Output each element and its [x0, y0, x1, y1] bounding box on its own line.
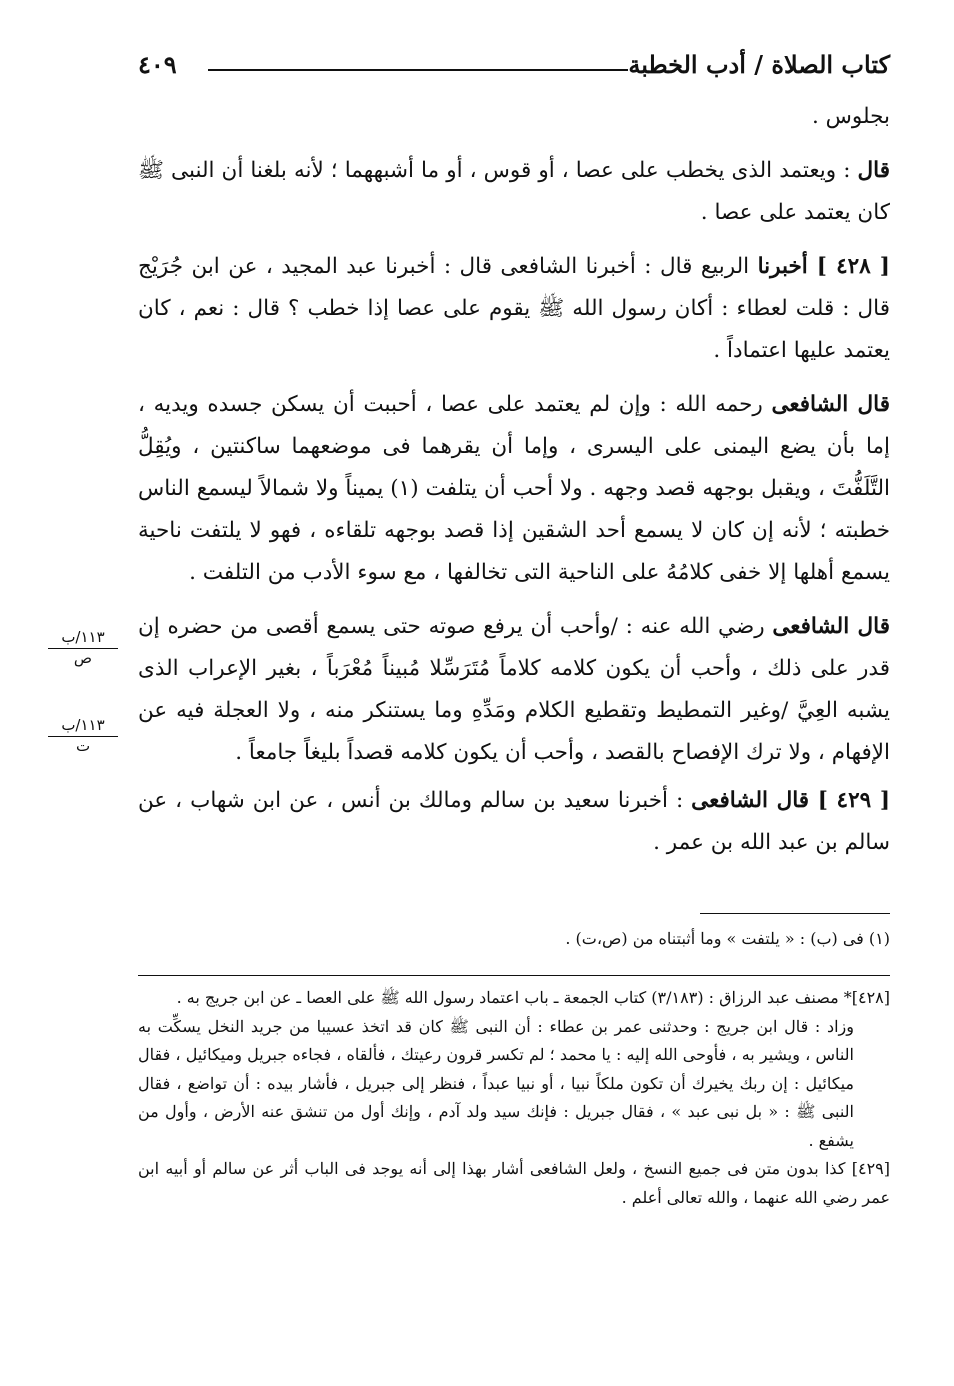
paragraph-0-text: بجلوس .: [811, 104, 890, 129]
paragraph-5-text: : أخبرنا سعيد بن سالم ومالك بن أنس ، عن ابن شهاب ، عن سالم بن عبد الله بن عمر .: [138, 788, 890, 855]
paragraph-2-text: الربيع قال : أخبرنا الشافعى قال : أخبرنا عبد المجيد ، عن ابن جُرَيْج قال : قلت لعطاء : أكان رسول الله ﷺ يقوم على عصا إذا خطب ؟ قال : نعم ، كان يعتمد عليها اعتماداً .: [138, 254, 890, 363]
paragraph-5: [138, 780, 890, 864]
page-header: [138, 50, 890, 90]
commentary: [138, 984, 890, 1212]
paragraph-1-lead: قال: [857, 158, 890, 183]
commentary-428-source: [٤٢٨]* مصنف عبد الرزاق : (٣/١٨٣) كتاب الجمعة ـ باب اعتماد رسول الله ﷺ على العصا ـ عن ابن جريج به .: [176, 988, 890, 1007]
commentary-429: [٤٢٩] كذا بدون متن فى جميع النسخ ، ولعل الشافعى أشار بهذا إلى أنه يوجد فى الباب أثر عن سالم أو أبيه ابن عمر رضي الله عنهما ، والله تعالى أعلم .: [138, 1159, 890, 1207]
paragraph-1: [138, 150, 890, 234]
commentary-428-addition: وزاد : قال ابن جريج : وحدثنى عمر بن عطاء : أن النبى ﷺ كان قد اتخذ عسيبا من جريد النخل يسكِّت به الناس ، ويشير به ، فأوحى الله إليه : يا محمد ؛ لم تكسر قرون رعيتك ، فألقاه ، فجاءه جبريل وميكائيل ، فقال ميكائيل : إن ربك يخيرك أن تكون ملكاً نبيا ، أو نبيا عبداً ، فنظر إلى جبريل ، فأشار بيده : أن تواضع ، فقال النبى ﷺ : « بل نبى عبد » ، فقال جبريل : فإنك سيد ولد آدم ، وإنك أول من تنشق عنه الأرض ، وأول من يشفع .: [138, 1016, 854, 1150]
paragraph-4-lead: قال الشافعى: [772, 614, 890, 639]
hadith-number-428: [ ٤٢٨ ]: [816, 254, 890, 279]
header-rule: [208, 69, 628, 71]
margin-note-1: [48, 628, 118, 667]
paragraph-3-lead: قال الشافعى: [771, 392, 891, 417]
paragraph-2: [138, 246, 890, 372]
margin-note-2-siglum: ت: [75, 737, 91, 755]
paragraph-2-lead: أخبرنا: [757, 254, 817, 279]
main-text: [138, 96, 890, 864]
paragraph-0: [138, 96, 890, 138]
footnote-1: (١) فى (ب) : « يلتفت » وما أثبتناه من (ص،ت) .: [565, 929, 890, 948]
hadith-number-429: [ ٤٢٩ ]: [817, 788, 890, 813]
paragraph-1-text: : ويعتمد الذى يخطب على عصا ، أو قوس ، أو ما أشبههما ؛ لأنه بلغنا أن النبى ﷺ كان يعتمد على عصا .: [138, 158, 890, 225]
margin-note-2: [48, 716, 118, 755]
page-number: ٤٠٩: [138, 50, 177, 79]
paragraph-5-lead: قال الشافعى: [691, 788, 818, 813]
paragraph-3-text: رحمه الله : وإن لم يعتمد على عصا ، أحببت أن يسكن جسده ويديه ، إما بأن يضع اليمنى على اليسرى ، وإما أن يقرهما فى موضعهما ساكنتين ، ويُقِلُّ التَّلَفُّتَ ، ويقبل بوجهه قصد وجهه . ولا أحب أن يتلفت (١) يميناً ولا شمالاً ليسمع الناس خطبته ؛ لأنه إن كان لا يسمع أحد الشقين إذا قصد بوجهه تلقاءه ، فهو لا يلتفت ناحية يسمع أهلها إلا خفى كلامُهُ على الناحية التى تخالفها ، مع سوء الأدب من التلفت .: [138, 392, 890, 585]
margin-note-1-siglum: ص: [73, 649, 93, 667]
paragraph-4-text: رضي الله عنه : /وأحب أن يرفع صوته حتى يسمع أقصى من حضره إن قدر على ذلك ، وأحب أن يكون كلامه كلاماً مُتَرَسِّلا مُبيناً مُعْرَباً ، بغير الإعراب الذى يشبه العِيَّ /وغير التمطيط وتقطيع الكلام ومَدِّهِ وما يستنكر منه ، ولا العجلة فيه عن الإفهام ، ولا ترك الإفصاح بالقصد ، وأحب أن يكون كلامه قصداً بليغاً جامعاً .: [138, 614, 890, 765]
commentary-rule: [138, 975, 890, 976]
margin-note-1-folio: ١١٣/ب: [48, 628, 118, 649]
margin-note-2-folio: ١١٣/ب: [48, 716, 118, 737]
paragraph-4: [138, 606, 890, 774]
running-title: كتاب الصلاة / أدب الخطبة: [628, 50, 890, 79]
paragraph-3: [138, 384, 890, 594]
footnote-rule: [700, 913, 890, 914]
